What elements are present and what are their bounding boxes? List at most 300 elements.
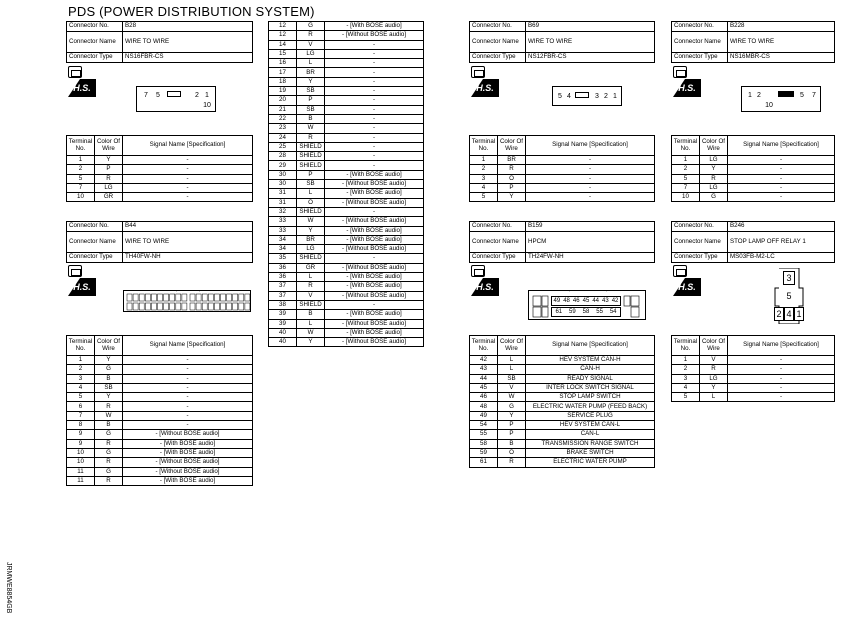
- terminal-cell: 22: [269, 114, 297, 123]
- connector-cavity: [196, 303, 201, 310]
- wire-color-cell: B: [498, 439, 526, 448]
- terminal-cell: 42: [470, 356, 498, 365]
- terminal-cell: 11: [67, 476, 95, 485]
- table-row: [269, 59, 424, 68]
- terminal-cell: 1: [67, 356, 95, 365]
- signal-name-cell: BRAKE SWITCH: [526, 448, 655, 457]
- document-code: JRMWE8854GB: [5, 562, 12, 614]
- connector-b28-pins-continued: [268, 21, 424, 347]
- connector-face-b246: 3 5 2 4 1: [772, 268, 806, 324]
- table-row: [672, 174, 835, 183]
- signal-name-cell: -: [123, 183, 253, 192]
- connector-icon: [673, 265, 687, 277]
- signal-name-cell: TRANSMISSION RANGE SWITCH: [526, 439, 655, 448]
- terminal-cell: 25: [269, 142, 297, 151]
- table-row: [470, 174, 655, 183]
- wire-color-cell: LG: [297, 245, 325, 254]
- table-row: [269, 114, 424, 123]
- table-row: [269, 338, 424, 347]
- wire-color-cell: SB: [498, 374, 526, 383]
- harness-side-icon: H.S.: [471, 66, 499, 98]
- terminal-cell: 11: [67, 467, 95, 476]
- wire-color-cell: V: [297, 40, 325, 49]
- wire-color-cell: L: [297, 59, 325, 68]
- terminal-cell: 4: [672, 383, 700, 392]
- table-row: [67, 383, 253, 392]
- table-row: [470, 356, 655, 365]
- signal-name-cell: - [With BOSE audio]: [325, 189, 424, 198]
- signal-name-cell: -: [325, 161, 424, 170]
- connector-cavity: [208, 303, 213, 310]
- connector-b28-info: Connector No. B28 Connector Name WIRE TO WIRE Connector Type NS16FBR-CS: [66, 21, 253, 63]
- connector-cavity: [158, 294, 163, 301]
- connector-face-b44: [123, 290, 251, 312]
- terminal-cell: 35: [269, 254, 297, 263]
- signal-name-cell: -: [123, 383, 253, 392]
- table-row: [269, 133, 424, 142]
- connector-b28-pins: Terminal No. Color Of Wire Signal Name [Specification] 1 Y - 2 P - 5 R - 7 LG - 10 GR -: [66, 135, 253, 202]
- terminal-cell: 5: [672, 174, 700, 183]
- terminal-cell: 5: [67, 393, 95, 402]
- signal-name-cell: - [Without BOSE audio]: [325, 338, 424, 347]
- wire-color-cell: P: [297, 170, 325, 179]
- signal-name-cell: -: [325, 207, 424, 216]
- connector-icon: [471, 66, 485, 78]
- wire-color-cell: LG: [700, 183, 728, 192]
- table-row: [67, 411, 253, 420]
- terminal-cell: 34: [269, 235, 297, 244]
- harness-side-icon: H.S.: [471, 265, 499, 297]
- terminal-cell: 10: [67, 193, 95, 202]
- signal-name-cell: - [With BOSE audio]: [325, 273, 424, 282]
- table-row: [470, 439, 655, 448]
- harness-side-icon: H.S.: [68, 265, 96, 297]
- wire-color-cell: SHIELD: [297, 161, 325, 170]
- terminal-cell: 18: [269, 77, 297, 86]
- connector-cavity: [151, 294, 156, 301]
- signal-name-cell: -: [526, 174, 655, 183]
- harness-side-icon: H.S.: [673, 66, 701, 98]
- table-row: [470, 365, 655, 374]
- signal-name-cell: STOP LAMP SWITCH: [526, 393, 655, 402]
- terminal-cell: 3: [672, 374, 700, 383]
- table-row: [67, 448, 253, 457]
- wire-color-cell: R: [95, 476, 123, 485]
- table-row: [269, 226, 424, 235]
- terminal-cell: 19: [269, 87, 297, 96]
- table-row: [269, 263, 424, 272]
- wire-color-cell: R: [95, 458, 123, 467]
- wire-color-cell: G: [498, 402, 526, 411]
- signal-name-cell: -: [123, 174, 253, 183]
- connector-cavity: [176, 294, 181, 301]
- table-row: [67, 183, 253, 192]
- connector-icon: [471, 265, 485, 277]
- signal-name-cell: INTER LOCK SWITCH SIGNAL: [526, 383, 655, 392]
- signal-name-cell: - [With BOSE audio]: [325, 282, 424, 291]
- signal-name-cell: -: [325, 254, 424, 263]
- signal-name-cell: HEV SYSTEM CAN-H: [526, 356, 655, 365]
- table-row: [269, 245, 424, 254]
- connector-cavity: [127, 303, 132, 310]
- connector-b44-pins: Terminal No. Color Of Wire Signal Name [Specification] 1 Y - 2 G - 3 B - 4 SB - 5 Y - 6 R - 7 W - 8 B - 9 G - [Without BOSE audio] 9 R - [With BOSE audio] 10 G - [With BOSE audio] 10 R - [Without BOSE audio] 11 G - [Without BOSE audio] 11 R - [With BOSE audio]: [66, 335, 253, 486]
- signal-name-cell: -: [325, 49, 424, 58]
- connector-b228-pins: Terminal No. Color Of Wire Signal Name [Specification] 1 LG - 2 Y - 5 R - 7 LG - 10 G -: [671, 135, 835, 202]
- terminal-cell: 1: [672, 356, 700, 365]
- connector-cavity: [239, 303, 244, 310]
- table-row: [269, 124, 424, 133]
- wire-color-cell: L: [700, 393, 728, 402]
- connector-cavity: [182, 303, 187, 310]
- terminal-cell: 5: [67, 174, 95, 183]
- wire-color-cell: Y: [700, 383, 728, 392]
- connector-cavity: [158, 303, 163, 310]
- signal-name-cell: -: [325, 105, 424, 114]
- signal-name-cell: -: [728, 183, 835, 192]
- terminal-cell: 23: [269, 124, 297, 133]
- signal-name-cell: -: [728, 374, 835, 383]
- wire-color-cell: Y: [700, 165, 728, 174]
- table-row: [470, 430, 655, 439]
- table-row: [67, 374, 253, 383]
- table-row: [672, 374, 835, 383]
- terminal-cell: 4: [67, 383, 95, 392]
- wire-color-cell: G: [700, 193, 728, 202]
- connector-cavity: [145, 294, 150, 301]
- table-row: [67, 421, 253, 430]
- table-row: [470, 193, 655, 202]
- connector-cavity: [196, 294, 201, 301]
- connector-cavity: [133, 303, 138, 310]
- terminal-cell: 10: [672, 193, 700, 202]
- signal-name-cell: -: [123, 165, 253, 174]
- wire-color-cell: GR: [297, 263, 325, 272]
- table-row: [672, 165, 835, 174]
- table-row: [269, 273, 424, 282]
- table-row: [470, 183, 655, 192]
- wire-color-cell: G: [95, 365, 123, 374]
- connector-cavity: [208, 294, 213, 301]
- connector-cavity: [245, 303, 250, 310]
- wire-color-cell: O: [498, 174, 526, 183]
- wire-color-cell: SHIELD: [297, 207, 325, 216]
- signal-name-cell: -: [325, 68, 424, 77]
- wire-color-cell: V: [498, 383, 526, 392]
- table-row: [470, 393, 655, 402]
- wire-color-cell: V: [700, 356, 728, 365]
- table-row: [672, 356, 835, 365]
- terminal-cell: 10: [67, 448, 95, 457]
- table-row: [269, 40, 424, 49]
- table-row: [269, 68, 424, 77]
- connector-cavity: [245, 294, 250, 301]
- connector-b69-info: Connector No. B69 Connector Name WIRE TO WIRE Connector Type NS12FBR-CS: [469, 21, 655, 63]
- signal-name-cell: ELECTRIC WATER PUMP: [526, 458, 655, 467]
- table-row: [269, 49, 424, 58]
- signal-name-cell: -: [325, 133, 424, 142]
- table-row: [269, 77, 424, 86]
- signal-name-cell: - [With BOSE audio]: [325, 170, 424, 179]
- wire-color-cell: Y: [95, 356, 123, 365]
- connector-b246-pins: Terminal No. Color Of Wire Signal Name [Specification] 1 V - 2 R - 3 LG - 4 Y - 5 L -: [671, 335, 835, 402]
- terminal-cell: 8: [67, 421, 95, 430]
- table-row: [269, 310, 424, 319]
- signal-name-cell: - [With BOSE audio]: [325, 310, 424, 319]
- wire-color-cell: P: [498, 421, 526, 430]
- wire-color-cell: SHIELD: [297, 300, 325, 309]
- table-row: [470, 156, 655, 165]
- signal-name-cell: SERVICE PLUG: [526, 411, 655, 420]
- table-row: [470, 383, 655, 392]
- wire-color-cell: Y: [498, 411, 526, 420]
- table-row: [269, 87, 424, 96]
- signal-name-cell: - [Without BOSE audio]: [325, 180, 424, 189]
- wire-color-cell: Y: [297, 338, 325, 347]
- connector-face-b28: 7 5 2 1 10: [136, 86, 216, 112]
- signal-name-cell: - [Without BOSE audio]: [123, 430, 253, 439]
- terminal-cell: 5: [672, 393, 700, 402]
- connector-b159-info: Connector No. B159 Connector Name HPCM Connector Type TH24FW-NH: [469, 221, 655, 263]
- connector-cavity: [139, 303, 144, 310]
- page-title: PDS (POWER DISTRIBUTION SYSTEM): [68, 4, 315, 19]
- connector-b159-pins: Terminal No. Color Of Wire Signal Name [Specification] 42 L HEV SYSTEM CAN-H 43 L CAN-H 44 SB READY SIGNAL 45 V INTER LOCK SWITCH SIGNAL 46 W STOP LAMP SWITCH 48 G ELECTRIC WATER PUMP (FEED BACK) 49 Y SERVICE PLUG 54 P HEV SYSTEM CAN-L 55 P CAN-L 58 B TRANSMISSION RANGE SWITCH 59 O BRAKE SWITCH 61 R ELECTRIC WATER PUMP: [469, 335, 655, 468]
- signal-name-cell: -: [123, 365, 253, 374]
- wire-color-cell: BR: [297, 68, 325, 77]
- signal-name-cell: -: [325, 87, 424, 96]
- table-row: [470, 411, 655, 420]
- terminal-cell: 32: [269, 207, 297, 216]
- signal-name-cell: -: [728, 365, 835, 374]
- terminal-cell: 1: [672, 156, 700, 165]
- terminal-cell: 31: [269, 189, 297, 198]
- wire-color-cell: P: [297, 96, 325, 105]
- connector-b228-info: Connector No. B228 Connector Name WIRE TO WIRE Connector Type NS16MBR-CS: [671, 21, 835, 63]
- signal-name-cell: ELECTRIC WATER PUMP (FEED BACK): [526, 402, 655, 411]
- signal-name-cell: - [With BOSE audio]: [325, 328, 424, 337]
- wire-color-cell: B: [297, 114, 325, 123]
- table-row: [67, 467, 253, 476]
- b159-top-row: 49 48 46 45 44 43 42: [551, 296, 621, 306]
- terminal-cell: 12: [269, 31, 297, 40]
- signal-name-cell: -: [123, 411, 253, 420]
- signal-name-cell: -: [526, 156, 655, 165]
- connector-cavity: [127, 294, 132, 301]
- connector-cavity: [182, 294, 187, 301]
- table-row: [269, 180, 424, 189]
- signal-name-cell: -: [325, 40, 424, 49]
- signal-name-cell: - [With BOSE audio]: [123, 476, 253, 485]
- wire-color-cell: SB: [297, 87, 325, 96]
- wire-color-cell: LG: [95, 183, 123, 192]
- terminal-cell: 9: [67, 430, 95, 439]
- terminal-cell: 2: [672, 165, 700, 174]
- wire-color-cell: G: [95, 448, 123, 457]
- wire-color-cell: Y: [297, 77, 325, 86]
- signal-name-cell: -: [728, 174, 835, 183]
- wire-color-cell: L: [297, 189, 325, 198]
- signal-name-cell: HEV SYSTEM CAN-L: [526, 421, 655, 430]
- table-row: [269, 217, 424, 226]
- wire-color-cell: Y: [95, 156, 123, 165]
- wire-color-cell: W: [297, 124, 325, 133]
- wire-color-cell: W: [297, 217, 325, 226]
- signal-name-cell: -: [325, 152, 424, 161]
- table-row: [672, 383, 835, 392]
- connector-cavity: [190, 294, 195, 301]
- terminal-cell: 44: [470, 374, 498, 383]
- connector-cavity: [151, 303, 156, 310]
- table-row: [67, 193, 253, 202]
- wire-color-cell: L: [498, 356, 526, 365]
- signal-name-cell: - [With BOSE audio]: [325, 226, 424, 235]
- signal-name-cell: - [With BOSE audio]: [123, 448, 253, 457]
- terminal-cell: 9: [67, 439, 95, 448]
- signal-name-cell: -: [123, 156, 253, 165]
- table-row: [470, 421, 655, 430]
- connector-cavity: [239, 294, 244, 301]
- terminal-cell: 2: [67, 365, 95, 374]
- signal-name-cell: - [Without BOSE audio]: [325, 198, 424, 207]
- wire-color-cell: R: [95, 402, 123, 411]
- lock-tab: [575, 92, 589, 98]
- terminal-cell: 37: [269, 282, 297, 291]
- terminal-cell: 36: [269, 273, 297, 282]
- signal-name-cell: -: [123, 356, 253, 365]
- connector-cavity: [214, 294, 219, 301]
- terminal-cell: 1: [470, 156, 498, 165]
- wire-color-cell: W: [95, 411, 123, 420]
- terminal-cell: 21: [269, 105, 297, 114]
- connector-cavity: [221, 303, 226, 310]
- table-row: [269, 254, 424, 263]
- wire-color-cell: BR: [498, 156, 526, 165]
- connector-face-b159: [528, 290, 646, 320]
- connector-cavity: [170, 294, 175, 301]
- terminal-cell: 37: [269, 291, 297, 300]
- connector-cavity: [233, 303, 238, 310]
- wire-color-cell: B: [95, 374, 123, 383]
- terminal-cell: 38: [269, 300, 297, 309]
- connector-cavity: [145, 303, 150, 310]
- connector-face-b44-pins: [124, 291, 252, 313]
- table-row: [67, 393, 253, 402]
- table-row: [672, 183, 835, 192]
- b159-bottom-row: 61 59 58 55 54: [551, 307, 621, 317]
- connector-b44-info: Connector No. B44 Connector Name WIRE TO WIRE Connector Type TH40FW-NH: [66, 221, 253, 263]
- wire-color-cell: SHIELD: [297, 254, 325, 263]
- connector-cavity: [133, 294, 138, 301]
- terminal-cell: 24: [269, 133, 297, 142]
- terminal-cell: 31: [269, 198, 297, 207]
- signal-name-cell: - [Without BOSE audio]: [325, 263, 424, 272]
- connector-type-value: NS16FBR-CS: [123, 53, 253, 63]
- terminal-cell: 33: [269, 226, 297, 235]
- signal-name-cell: -: [526, 183, 655, 192]
- wire-color-cell: O: [498, 448, 526, 457]
- table-row: [269, 96, 424, 105]
- table-row: [269, 170, 424, 179]
- signal-name-cell: -: [123, 421, 253, 430]
- wire-color-cell: W: [498, 393, 526, 402]
- wire-color-cell: LG: [700, 374, 728, 383]
- signal-name-cell: -: [123, 393, 253, 402]
- table-row: [269, 291, 424, 300]
- table-row: [269, 161, 424, 170]
- connector-cavity: [227, 303, 232, 310]
- wire-color-cell: GR: [95, 193, 123, 202]
- terminal-cell: 2: [67, 165, 95, 174]
- terminal-cell: 33: [269, 217, 297, 226]
- table-row: [672, 193, 835, 202]
- signal-name-cell: -: [325, 96, 424, 105]
- connector-cavity: [202, 294, 207, 301]
- terminal-cell: 58: [470, 439, 498, 448]
- wire-color-cell: R: [498, 165, 526, 174]
- connector-cavity: [221, 294, 226, 301]
- terminal-cell: 17: [269, 68, 297, 77]
- signal-name-cell: -: [728, 165, 835, 174]
- wire-color-cell: SB: [95, 383, 123, 392]
- connector-b69-pins: Terminal No. Color Of Wire Signal Name [Specification] 1 BR - 2 R - 3 O - 4 P - 5 Y -: [469, 135, 655, 202]
- connector-face-b69: 5 4 3 2 1: [552, 86, 622, 106]
- signal-name-cell: CAN-L: [526, 430, 655, 439]
- wire-color-cell: SHIELD: [297, 142, 325, 151]
- connector-icon: [68, 265, 82, 277]
- signal-name-cell: -: [325, 300, 424, 309]
- wire-color-cell: L: [297, 273, 325, 282]
- table-row: [269, 22, 424, 31]
- connector-cavity: [170, 303, 175, 310]
- wire-color-cell: B: [297, 310, 325, 319]
- wire-color-cell: P: [498, 430, 526, 439]
- terminal-cell: 12: [269, 22, 297, 31]
- terminal-cell: 15: [269, 49, 297, 58]
- wire-color-cell: R: [700, 365, 728, 374]
- table-row: [269, 207, 424, 216]
- terminal-cell: 36: [269, 263, 297, 272]
- connector-name-value: WIRE TO WIRE: [123, 32, 253, 53]
- connector-face-b228: 1 2 5 7 10: [741, 86, 821, 112]
- table-row: [269, 319, 424, 328]
- terminal-cell: 10: [67, 458, 95, 467]
- connector-no-value: B28: [123, 22, 253, 32]
- connector-cavity: [233, 294, 238, 301]
- signal-name-cell: -: [728, 156, 835, 165]
- wire-color-cell: R: [297, 282, 325, 291]
- terminal-cell: 7: [672, 183, 700, 192]
- terminal-cell: 39: [269, 319, 297, 328]
- terminal-cell: 20: [269, 96, 297, 105]
- signal-name-cell: -: [728, 356, 835, 365]
- terminal-cell: 29: [269, 161, 297, 170]
- signal-name-cell: -: [123, 374, 253, 383]
- signal-name-cell: -: [325, 142, 424, 151]
- signal-name-cell: -: [728, 393, 835, 402]
- wire-color-cell: R: [498, 458, 526, 467]
- wire-color-cell: BR: [297, 235, 325, 244]
- table-row: [67, 365, 253, 374]
- table-row: [269, 198, 424, 207]
- terminal-cell: 14: [269, 40, 297, 49]
- table-row: [67, 439, 253, 448]
- connector-cavity: [164, 294, 169, 301]
- wire-color-cell: R: [95, 174, 123, 183]
- connector-cavity: [202, 303, 207, 310]
- signal-name-cell: - [Without BOSE audio]: [325, 217, 424, 226]
- terminal-cell: 46: [470, 393, 498, 402]
- terminal-cell: 28: [269, 152, 297, 161]
- table-row: [67, 430, 253, 439]
